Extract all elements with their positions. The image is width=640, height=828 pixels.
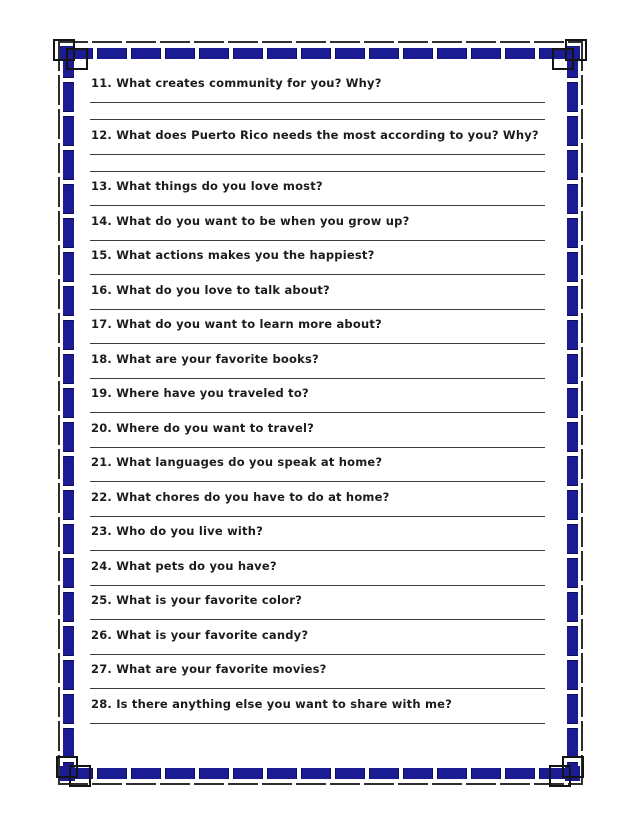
question-number: 11. <box>91 76 112 90</box>
question-number: 18. <box>91 351 112 366</box>
question-block <box>90 662 545 689</box>
question-block <box>90 559 545 586</box>
question-block <box>90 386 545 413</box>
question-number: 19. <box>91 386 112 400</box>
corner-ornament-square <box>66 48 88 70</box>
answer-line <box>90 676 545 689</box>
question-number: 16. <box>91 282 112 297</box>
question-number: 27. <box>91 662 112 676</box>
question-title: What are your favorite movies? <box>116 662 327 676</box>
border-outline-left <box>58 41 60 785</box>
question-text <box>90 628 545 642</box>
question-number: 24. <box>91 558 112 573</box>
question-text <box>90 697 545 711</box>
questions-list <box>90 76 545 731</box>
answer-line <box>90 193 545 206</box>
question-text <box>90 352 545 366</box>
question-number: 12. <box>91 127 112 142</box>
question-title: What is your favorite candy? <box>116 627 309 642</box>
question-number: 23. <box>91 524 112 538</box>
question-number: 28. <box>91 696 112 711</box>
question-number: 22. <box>91 489 112 504</box>
question-text <box>90 76 545 90</box>
question-text <box>90 559 545 573</box>
question-text <box>90 283 545 297</box>
question-text <box>90 662 545 676</box>
question-text <box>90 179 545 193</box>
question-block <box>90 128 545 172</box>
question-text <box>90 128 545 142</box>
answer-line <box>90 400 545 413</box>
question-block <box>90 317 545 344</box>
border-outline-top <box>58 41 583 43</box>
question-title: What are your favorite books? <box>116 351 319 366</box>
question-title: What creates community for you? Why? <box>116 76 382 90</box>
question-title: What do you love to talk about? <box>116 282 330 297</box>
question-block <box>90 248 545 275</box>
answer-line <box>90 711 545 724</box>
answer-line <box>90 103 545 120</box>
border-band-bottom <box>63 768 578 779</box>
answer-line <box>90 469 545 482</box>
question-text <box>90 317 545 331</box>
answer-line <box>90 297 545 310</box>
question-title: What do you want to learn more about? <box>116 317 382 331</box>
question-title: What actions makes you the happiest? <box>116 248 375 262</box>
question-title: What is your favorite color? <box>116 593 302 607</box>
question-block <box>90 421 545 448</box>
corner-ornament-square <box>69 765 91 787</box>
question-block <box>90 524 545 551</box>
question-title: Who do you live with? <box>116 524 264 538</box>
answer-line <box>90 155 545 172</box>
question-number: 25. <box>91 593 112 607</box>
question-number: 21. <box>91 455 112 469</box>
question-title: What does Puerto Rico needs the most according to you? Why? <box>116 127 539 142</box>
question-title: What pets do you have? <box>116 558 277 573</box>
border-outline-right <box>581 41 583 785</box>
question-title: What chores do you have to do at home? <box>116 489 390 504</box>
question-text <box>90 421 545 435</box>
question-text <box>90 490 545 504</box>
question-block <box>90 352 545 379</box>
question-title: Is there anything else you want to share with me? <box>116 696 453 711</box>
question-text <box>90 455 545 469</box>
question-title: What languages do you speak at home? <box>116 455 383 469</box>
answer-line <box>90 331 545 344</box>
answer-line <box>90 228 545 241</box>
answer-line <box>90 366 545 379</box>
question-block <box>90 283 545 310</box>
question-block <box>90 214 545 241</box>
question-number: 14. <box>91 213 112 228</box>
border-outline-bottom <box>58 783 583 785</box>
answer-line <box>90 607 545 620</box>
border-band-top <box>63 48 578 59</box>
question-text <box>90 248 545 262</box>
question-block <box>90 490 545 517</box>
question-block <box>90 628 545 655</box>
question-title: Where do you want to travel? <box>116 420 314 435</box>
question-block <box>90 455 545 482</box>
answer-line <box>90 573 545 586</box>
question-text <box>90 386 545 400</box>
answer-line <box>90 90 545 103</box>
question-title: What things do you love most? <box>116 179 323 193</box>
question-number: 20. <box>91 420 112 435</box>
question-block <box>90 76 545 120</box>
question-block <box>90 179 545 206</box>
question-text <box>90 593 545 607</box>
answer-line <box>90 642 545 655</box>
question-number: 17. <box>91 317 112 331</box>
answer-line <box>90 504 545 517</box>
question-number: 26. <box>91 627 112 642</box>
answer-line <box>90 538 545 551</box>
question-block <box>90 697 545 724</box>
question-title: Where have you traveled to? <box>116 386 309 400</box>
corner-ornament-square <box>549 765 571 787</box>
answer-line <box>90 142 545 155</box>
question-text <box>90 524 545 538</box>
question-number: 15. <box>91 248 112 262</box>
question-title: What do you want to be when you grow up? <box>116 213 410 228</box>
border-band-right <box>567 48 578 779</box>
question-block <box>90 593 545 620</box>
answer-line <box>90 262 545 275</box>
corner-ornament-square <box>552 48 574 70</box>
question-text <box>90 214 545 228</box>
answer-line <box>90 435 545 448</box>
question-number: 13. <box>91 179 112 193</box>
border-band-left <box>63 48 74 779</box>
